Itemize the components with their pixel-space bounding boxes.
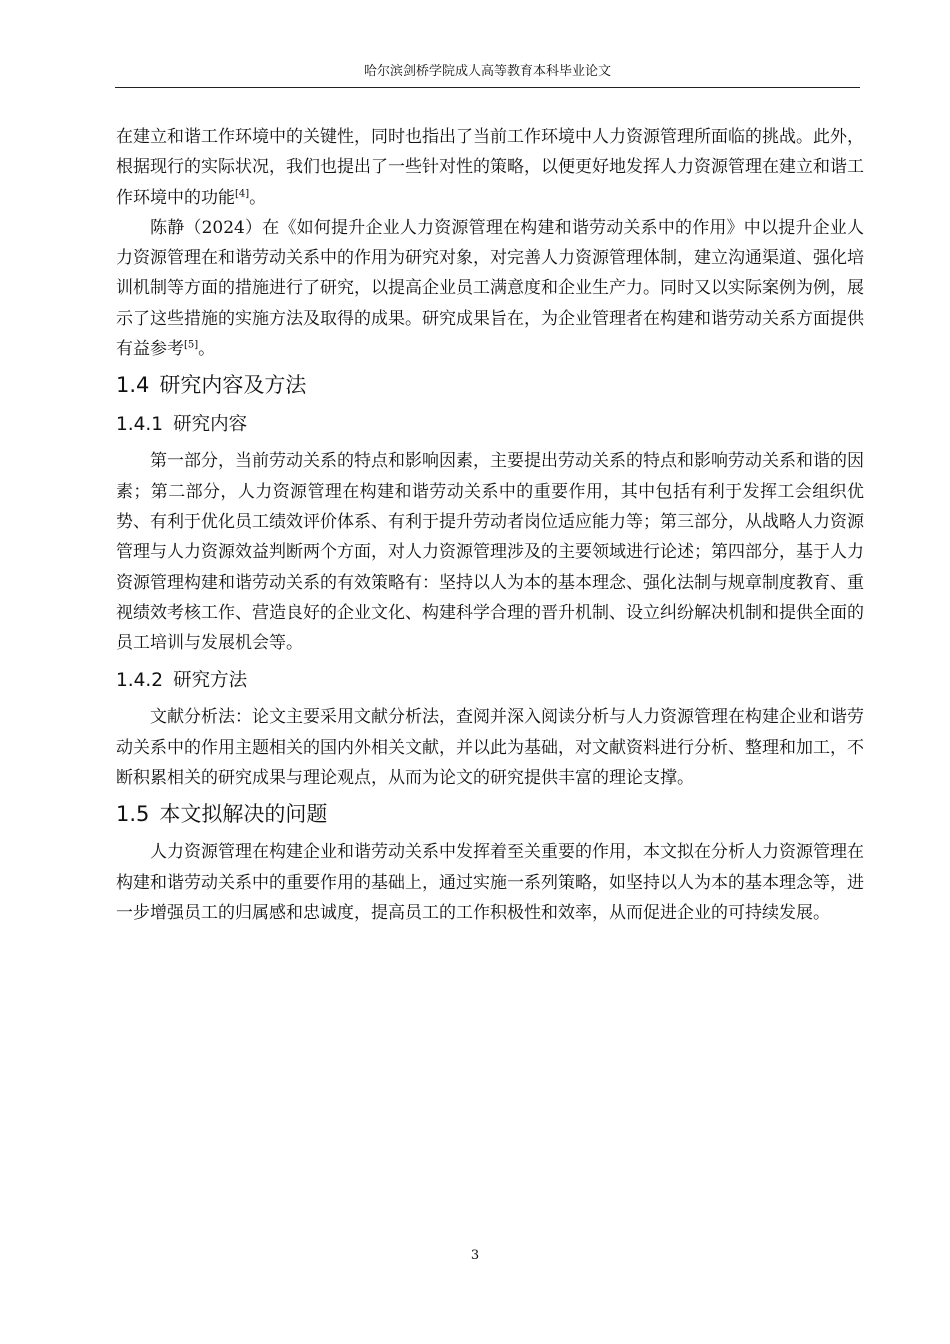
paragraph-chen-jing xyxy=(116,213,864,364)
section-title: 研究内容及方法 xyxy=(159,373,307,398)
citation-ref: [4] xyxy=(235,187,250,199)
section-title: 研究内容 xyxy=(173,414,248,436)
section-number: 1.4 xyxy=(116,373,150,398)
paragraph-continued xyxy=(116,122,864,213)
citation-ref: [5] xyxy=(184,339,199,351)
section-title: 本文拟解决的问题 xyxy=(159,802,328,827)
paragraph-research-method: 文献分析法：论文主要采用文献分析法，查阅并深入阅读分析与人力资源管理在构建企业和谐劳动关系中的作用主题相关的国内外相关文献，并以此为基础，对文献资料进行分析、整理和加工，不断积累相关的研究成果与理论观点，从而为论文的研究提供丰富的理论支撑。 xyxy=(116,707,864,789)
section-heading-1-5 xyxy=(116,797,864,831)
paragraph-research-content: 第一部分，当前劳动关系的特点和影响因素，主要提出劳动关系的特点和影响劳动关系和谐的因素；第二部分，人力资源管理在构建和谐劳动关系中的重要作用，其中包括有利于发挥工会组织优势、有利于优化员工绩效评价体系、有利于提升劳动者岗位适应能力等；第三部分，从战略人力资源管理与人力资源效益判断两个方面，对人力资源管理涉及的主要领域进行论述；第四部分，基于人力资源管理构建和谐劳动关系的有效策略有：坚持以人为本的基本理念、强化法制与规章制度教育、重视绩效考核工作、营造良好的企业文化、构建科学合理的晋升机制、设立纠纷解决机制和提供全面的员工培训与发展机会等。 xyxy=(116,451,864,654)
section-heading-1-4 xyxy=(116,368,864,402)
paragraph-problems: 人力资源管理在构建企业和谐劳动关系中发挥着至关重要的作用，本文拟在分析人力资源管理在构建和谐劳动关系中的重要作用的基础上，通过实施一系列策略，如坚持以人为本的基本理念等，进一步增强员工的归属感和忠诚度，提高员工的工作积极性和效率，从而促进企业的可持续发展。 xyxy=(116,842,864,923)
subsection-heading-1-4-2 xyxy=(116,664,864,698)
running-header xyxy=(115,62,860,88)
header-title: 哈尔滨剑桥学院成人高等教育本科毕业论文 xyxy=(363,64,611,79)
paragraph-text: 在建立和谐工作环境中的关键性，同时也指出了当前工作环境中人力资源管理所面临的挑战。此外，根据现行的实际状况，我们也提出了一些针对性的策略，以便更好地发挥人力资源管理在建立和谐工作环境中的功能 xyxy=(116,127,864,208)
page-body xyxy=(116,122,864,928)
page-number: 3 xyxy=(470,1248,480,1263)
section-number: 1.5 xyxy=(116,802,150,827)
section-number: 1.4.1 xyxy=(116,414,164,436)
section-number: 1.4.2 xyxy=(116,670,164,692)
section-title: 研究方法 xyxy=(173,670,248,692)
paragraph-end: 。 xyxy=(198,339,216,360)
paragraph-end: 。 xyxy=(249,187,267,208)
subsection-heading-1-4-1 xyxy=(116,408,864,442)
paragraph-text: 陈静（2024）在《如何提升企业人力资源管理在构建和谐劳动关系中的作用》中以提升企业人力资源管理在和谐劳动关系中的作用为研究对象，对完善人力资源管理体制，建立沟通渠道、强化培训机制等方面的措施进行了研究，以提高企业员工满意度和企业生产力。同时又以实际案例为例，展示了这些措施的实施方法及取得的成果。研究成果旨在，为企业管理者在构建和谐劳动关系方面提供有益参考 xyxy=(116,217,864,360)
